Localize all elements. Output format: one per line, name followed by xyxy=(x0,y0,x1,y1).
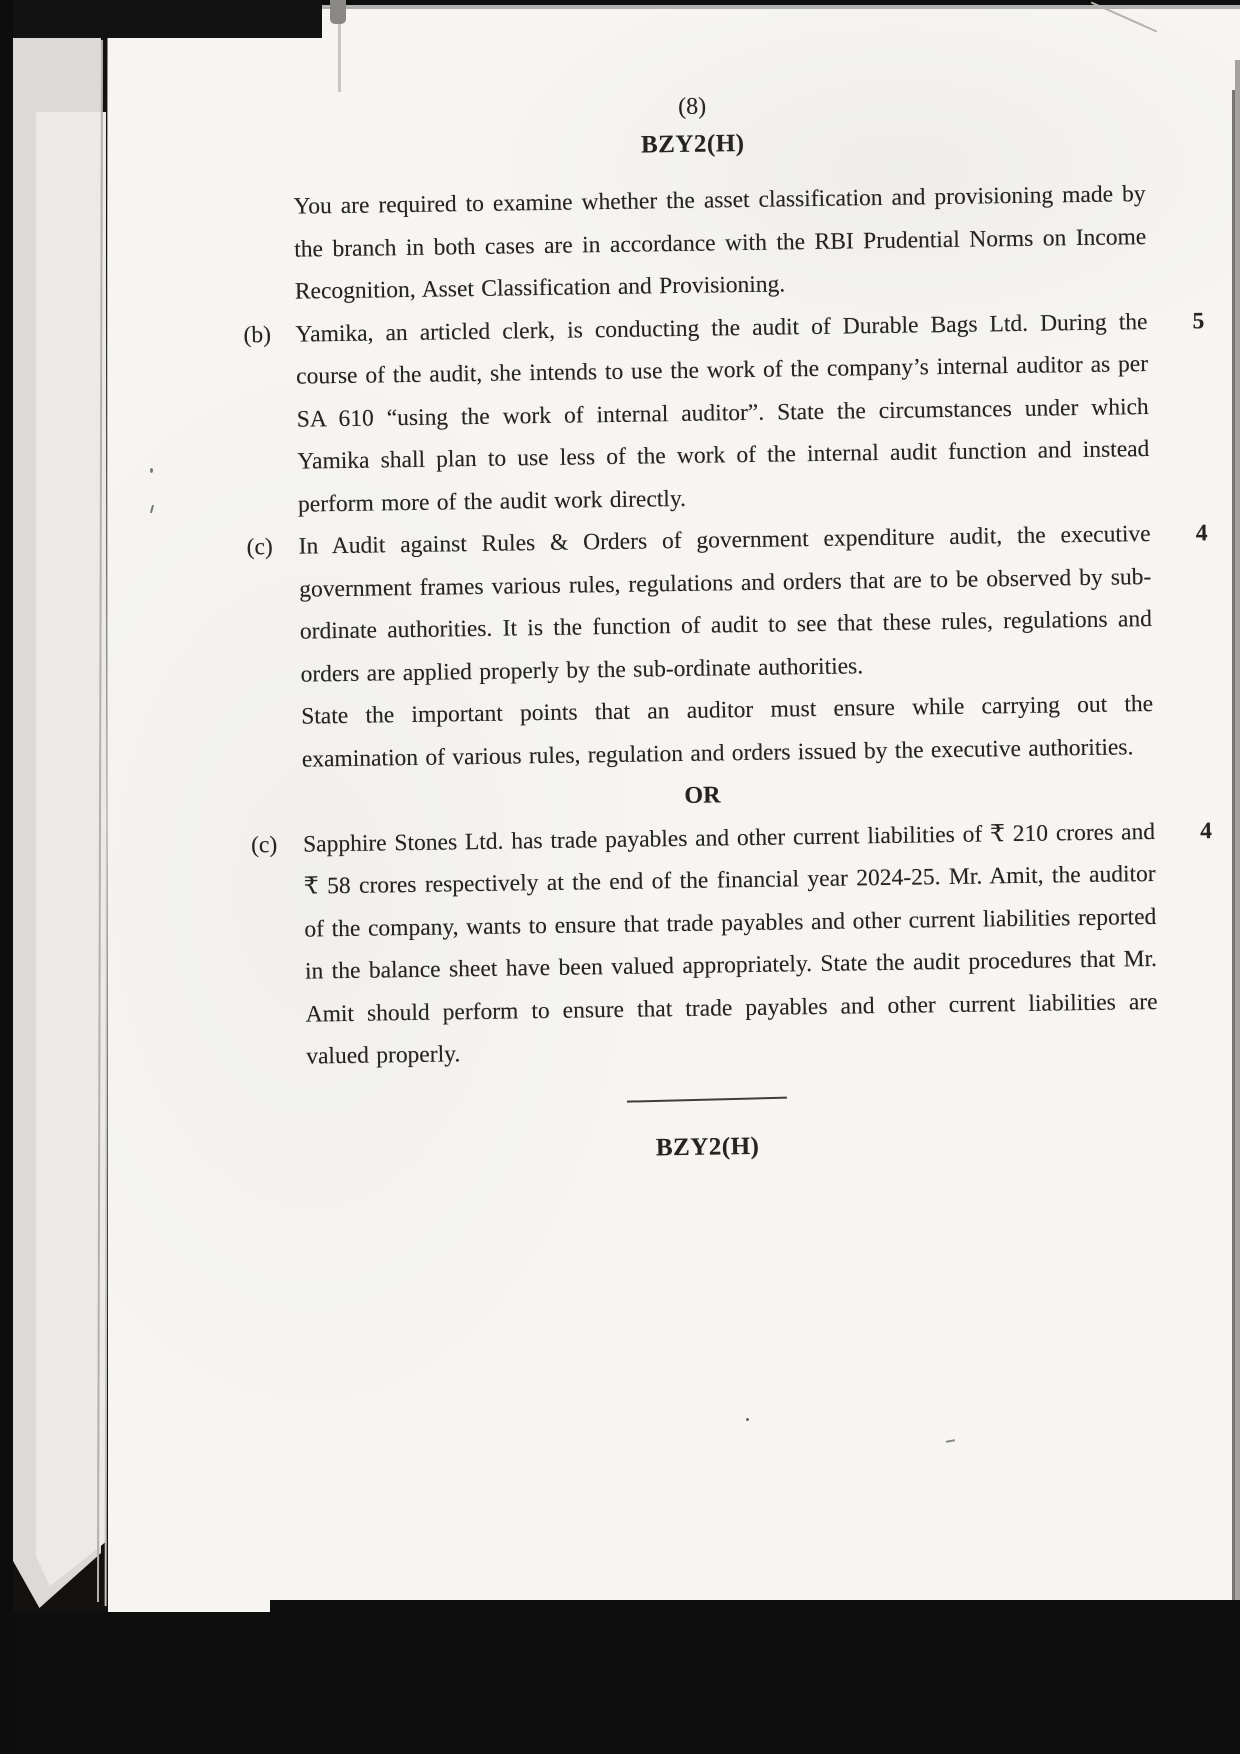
question-b-text: Yamika, an articled clerk, is conducting the audit of Durable Bags Ltd. During the course of the audit, she intends to use the work of the company’s internal auditor as per SA 610 “using the work of internal auditor”. State the circumstances under which Yamika shall plan to use less of the work of the internal audit function and instead perform more of the audit work directly. xyxy=(295,308,1150,518)
scan-dark-band-top xyxy=(0,0,322,38)
question-c-label: (c) xyxy=(246,534,273,561)
question-label-empty xyxy=(241,186,293,187)
scan-speck xyxy=(150,468,153,473)
intro-paragraph xyxy=(241,172,1218,314)
question-c-or-label: (c) xyxy=(250,831,278,858)
question-c-or xyxy=(251,809,1230,1078)
paper-code-header: BZY2(H) xyxy=(640,129,745,159)
intro-paragraph-text: You are required to examine whether the asset classification and provisioning made by the branch in both cases are in accordance with the RBI Prudential Norms on Income Recognition, Asset Classification and Provisioning. xyxy=(293,181,1147,305)
question-b-label: (b) xyxy=(243,321,272,348)
question-c-continuation xyxy=(249,682,1225,781)
scan-right-margin xyxy=(1235,60,1240,1612)
question-paper-text xyxy=(240,82,1231,1175)
question-c-continuation-text: State the important points that an auditor must ensure while carrying out the examination of various rules, regulation and orders issued by the executive authorities. xyxy=(301,690,1154,773)
or-separator: OR xyxy=(684,782,721,809)
question-c-or-marks: 4 xyxy=(1199,817,1213,844)
scan-dark-strip-left xyxy=(0,0,13,1754)
page-curl-mark xyxy=(330,0,346,24)
paper-code-footer: BZY2(H) xyxy=(655,1132,760,1161)
question-c-marks: 4 xyxy=(1195,520,1208,547)
exam-paper xyxy=(108,8,1240,1614)
page-number: (8) xyxy=(678,93,707,120)
question-b-marks: 5 xyxy=(1192,307,1205,334)
question-c-text: In Audit against Rules & Orders of government expenditure audit, the executive government frames various rules, regulations and orders that are to be observed by sub-ordinate authorities. It is the function of audit to see that these rules, regulations and orders are applied properly by the sub-ordinate authorities. xyxy=(298,520,1153,688)
end-rule xyxy=(627,1096,787,1102)
question-c-or-text: Sapphire Stones Ltd. has trade payables and other current liabilities of ₹ 210 crores and ₹ 58 crores respectively at the end of the financial year 2024-25. Mr. Amit, the auditor of the company, wants to ensure that trade payables and other current liabilities reported in the balance sheet have been valued appropriately. State the audit procedures that Mr. Amit should perform to ensure that trade payables and other current liabilities are valued properly. xyxy=(302,818,1158,1070)
question-b xyxy=(243,299,1221,526)
scan-dark-band-bottom xyxy=(0,1612,1240,1754)
question-label-empty xyxy=(249,696,301,697)
question-c xyxy=(246,512,1223,696)
scan-speck xyxy=(746,1418,749,1421)
underlying-sheet-edge xyxy=(36,112,106,1586)
